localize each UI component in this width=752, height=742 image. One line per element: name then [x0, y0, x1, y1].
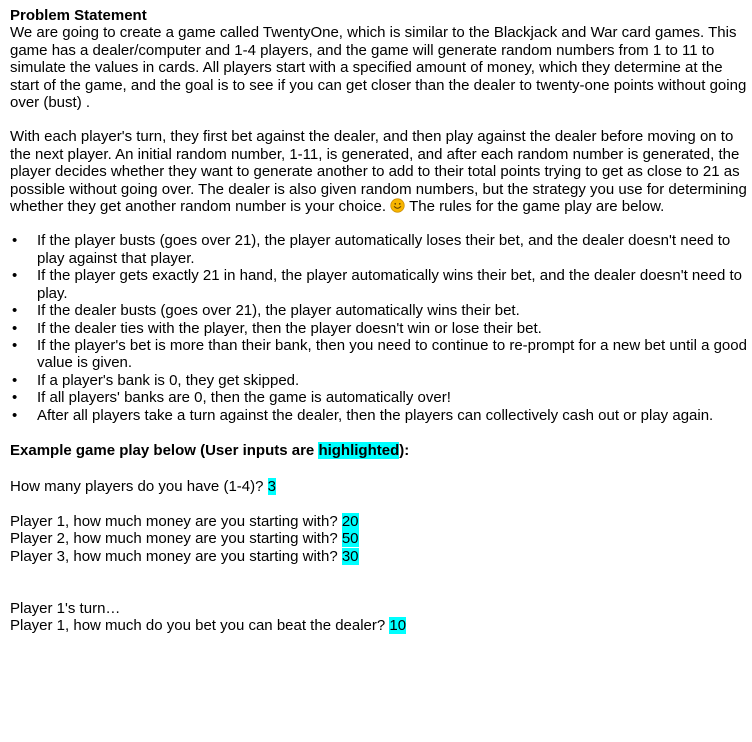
smiley-face-icon: [390, 198, 405, 213]
players-prompt-line: [10, 478, 748, 495]
document-page: [10, 7, 748, 635]
players-prompt: How many players do you have (1-4)?: [10, 478, 268, 496]
starting-money-prompt: Player 2, how much money are you starting with?: [10, 530, 342, 548]
turn-paragraph: [10, 128, 748, 215]
starting-money-input: 20: [341, 512, 359, 530]
players-input: 3: [267, 478, 276, 496]
starting-money-block: [10, 513, 748, 565]
starting-money-line: [10, 530, 748, 547]
problem-statement-title: Problem Statement: [10, 7, 147, 24]
bet-input: 10: [389, 617, 407, 635]
example-heading-prefix: Example game play below (User inputs are: [10, 441, 319, 459]
rule-item: • If the dealer busts (goes over 21), the player automatically wins their bet.: [10, 302, 748, 319]
bet-prompt: Player 1, how much do you bet you can beat the dealer?: [10, 617, 390, 635]
example-heading-suffix: ):: [399, 441, 410, 459]
rule-item: • If the player's bet is more than their bank, then you need to continue to re-prompt for a new bet until a good value is given.: [10, 337, 748, 372]
rule-item: • If the player busts (goes over 21), the player automatically loses their bet, and the dealer doesn't need to play against that player.: [10, 232, 748, 267]
rule-item: • If the player gets exactly 21 in hand, the player automatically wins their bet, and the dealer doesn't need to play.: [10, 267, 748, 302]
bet-line: [10, 617, 748, 634]
rule-item: • If a player's bank is 0, they get skipped.: [10, 372, 748, 389]
rule-item: • If all players' banks are 0, then the game is automatically over!: [10, 389, 748, 406]
intro-paragraph: We are going to create a game called TwentyOne, which is similar to the Blackjack and War card games. This game has a dealer/computer and 1-4 players, and the game will generate random numbers from 1 to 11 to simulate the values in cards. All players start with a specified amount of money, which they determine at the start of the game, and the goal is to see if you can get closer than the dealer to twenty-one points without going over (bust) .: [10, 24, 747, 112]
rule-item: • After all players take a turn against the dealer, then the players can collectively cash out or play again.: [10, 407, 748, 424]
starting-money-line: [10, 548, 748, 565]
turn-paragraph-text: With each player's turn, they first bet against the dealer, and then play against the dealer before moving on to the next player. An initial random number, 1-11, is generated, and after each random number is generated, the player decides whether they want to generate another to add to their total points trying to get as close to 21 as possible without going over. The dealer is also given random numbers, but the strategy you use for determining whether they get another random number is your choice.: [10, 128, 747, 216]
example-heading-highlight: highlighted: [318, 441, 400, 459]
example-heading: [10, 442, 748, 459]
rules-list: [10, 232, 748, 423]
starting-money-prompt: Player 3, how much money are you starting with?: [10, 547, 342, 565]
rule-item: • If the dealer ties with the player, then the player doesn't win or lose their bet.: [10, 320, 748, 337]
starting-money-prompt: Player 1, how much money are you starting with?: [10, 512, 342, 530]
starting-money-input: 30: [341, 547, 359, 565]
starting-money-line: [10, 513, 748, 530]
player-turn-line: Player 1's turn…: [10, 599, 121, 617]
starting-money-input: 50: [341, 530, 359, 548]
turn-paragraph-tail: The rules for the game play are below.: [409, 198, 665, 216]
player-turn-block: [10, 600, 748, 635]
